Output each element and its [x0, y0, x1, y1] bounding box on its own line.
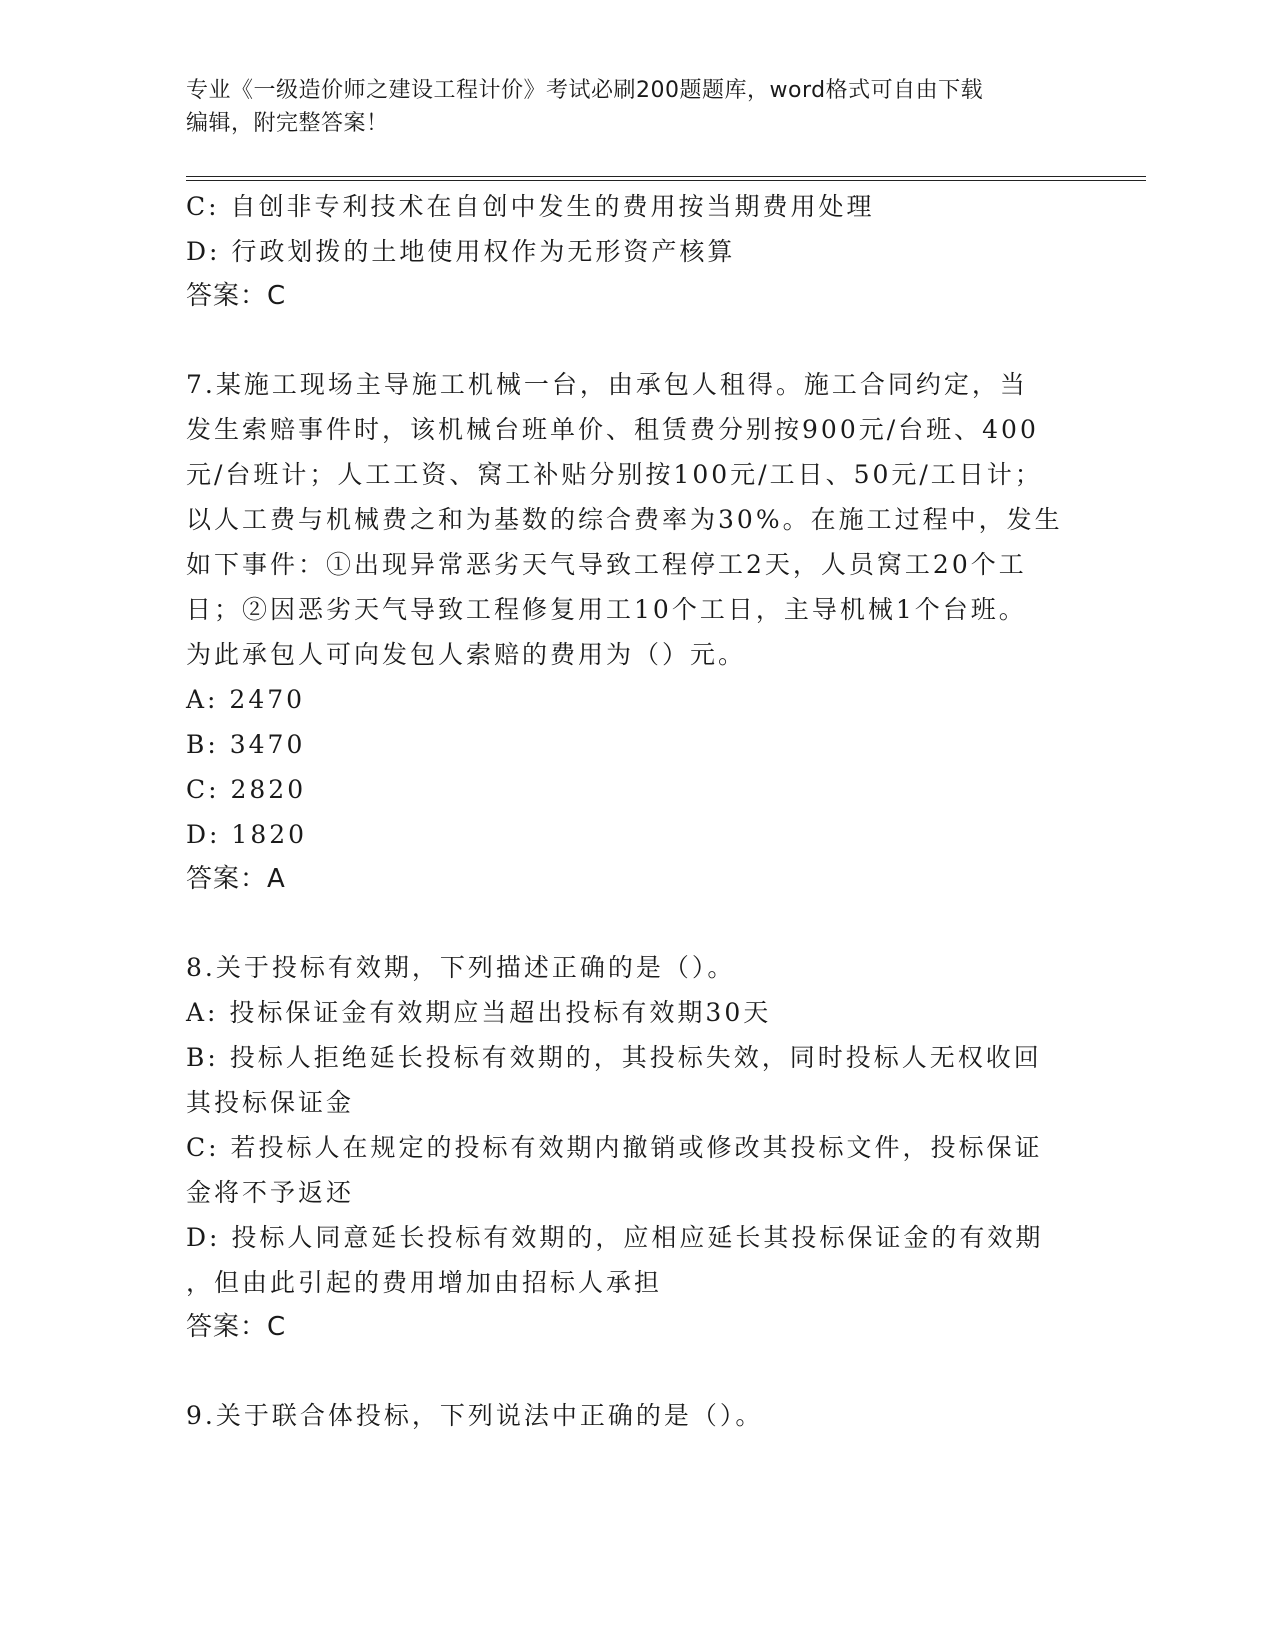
question-content [186, 184, 1066, 1438]
spacer [186, 902, 1066, 945]
q7-option-b: B: 3470 [186, 730, 306, 759]
q8-option-d-line-1: D: 投标人同意延长投标有效期的，应相应延长其投标保证金的有效期 [186, 1223, 1044, 1252]
q6-option-c: C: 自创非专利技术在自创中发生的费用按当期费用处理 [186, 192, 875, 221]
spacer [186, 1350, 1066, 1393]
q7-stem-line-5: 如下事件：①出现异常恶劣天气导致工程停工2天，人员窝工20个工 [186, 550, 1027, 579]
spacer [186, 319, 1066, 362]
q8-option-b-line-2: 其投标保证金 [186, 1088, 355, 1117]
q7-answer: 答案：A [186, 864, 286, 894]
q7-option-a: A: 2470 [186, 685, 306, 714]
q8-option-b-line-1: B: 投标人拒绝延长投标有效期的，其投标失效，同时投标人无权收回 [186, 1043, 1042, 1072]
document-page [186, 0, 1146, 1650]
q7-option-d: D: 1820 [186, 820, 308, 849]
q9-stem: 9.关于联合体投标，下列说法中正确的是（）。 [186, 1401, 764, 1430]
q6-answer: 答案：C [186, 281, 287, 311]
document-header [186, 74, 1066, 140]
q7-option-c: C: 2820 [186, 775, 307, 804]
header-divider [186, 176, 1146, 181]
q7-stem-line-4: 以人工费与机械费之和为基数的综合费率为30%。在施工过程中，发生 [186, 505, 1063, 534]
q7-stem-line-7: 为此承包人可向发包人索赔的费用为（）元。 [186, 640, 747, 669]
q7-stem-line-1: 7.某施工现场主导施工机械一台，由承包人租得。施工合同约定，当 [186, 370, 1028, 399]
q6-option-d: D: 行政划拨的土地使用权作为无形资产核算 [186, 237, 736, 266]
q8-option-d-line-2: ，但由此引起的费用增加由招标人承担 [186, 1268, 663, 1297]
q7-stem-line-3: 元/台班计；人工工资、窝工补贴分别按100元/工日、50元/工日计； [186, 460, 1043, 489]
q7-stem-line-2: 发生索赔事件时，该机械台班单价、租赁费分别按900元/台班、400 [186, 415, 1039, 444]
q8-stem: 8.关于投标有效期，下列描述正确的是（）。 [186, 953, 736, 982]
q8-option-c-line-1: C: 若投标人在规定的投标有效期内撤销或修改其投标文件，投标保证 [186, 1133, 1043, 1162]
q7-stem-line-6: 日；②因恶劣天气导致工程修复用工10个工日，主导机械1个台班。 [186, 595, 1027, 624]
q8-answer: 答案：C [186, 1312, 287, 1342]
q8-option-a: A: 投标保证金有效期应当超出投标有效期30天 [186, 998, 772, 1027]
header-line-2: 编辑，附完整答案！ [186, 111, 389, 136]
header-line-1: 专业《一级造价师之建设工程计价》考试必刷200题题库，word格式可自由下载 [186, 78, 984, 103]
q8-option-c-line-2: 金将不予返还 [186, 1178, 355, 1207]
